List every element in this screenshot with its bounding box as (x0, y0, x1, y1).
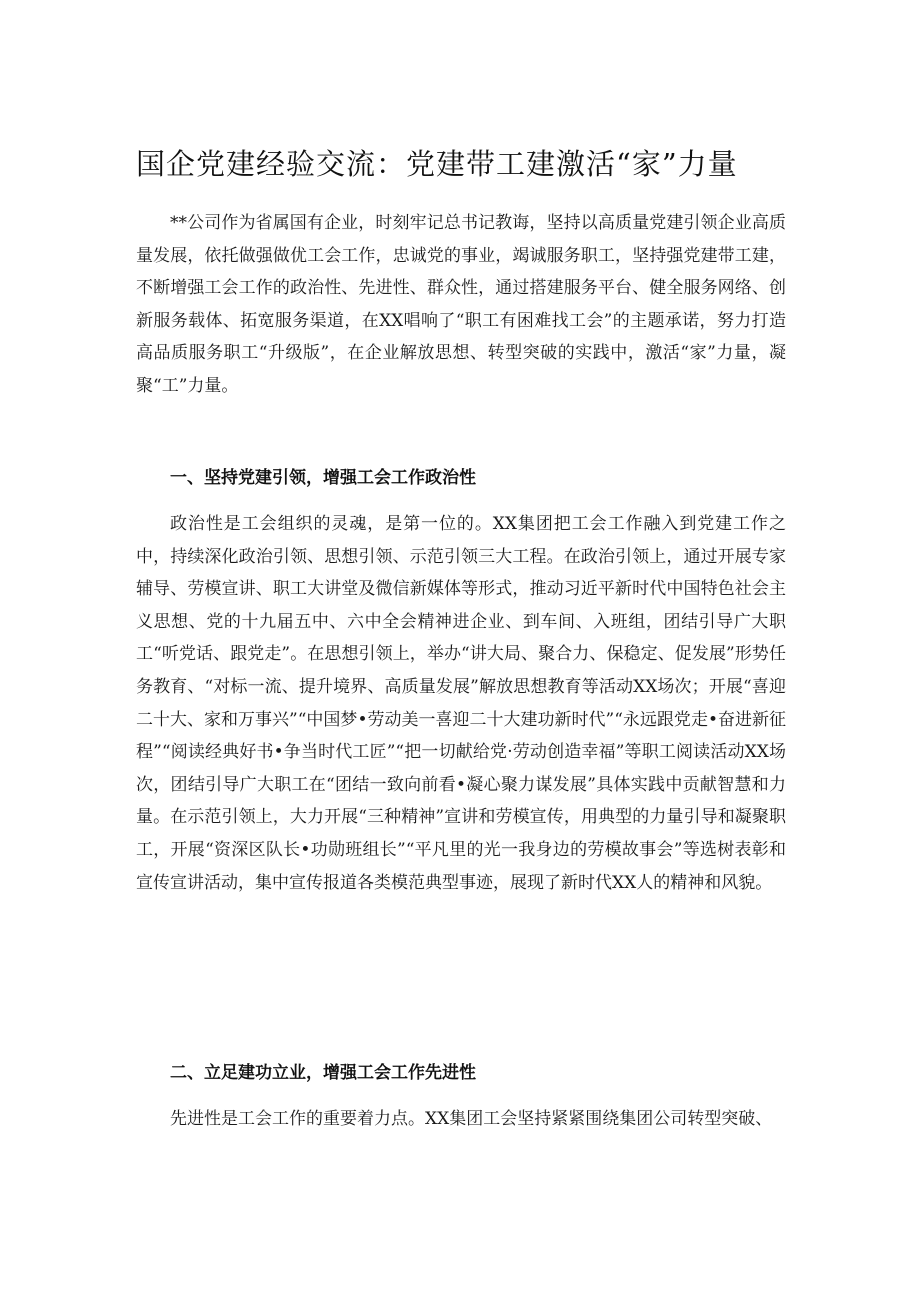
document-title: 国企党建经验交流：党建带工建激活“家”力量 (136, 147, 738, 181)
intro-paragraph: **公司作为省属国有企业，时刻牢记总书记教诲，坚持以高质量党建引领企业高质量发展，依托做强做优工会工作，忠诚党的事业，竭诚服务职工，坚持强党建带工建，不断增强工会工作的政治性、先进性、群众性，通过搭建服务平台、健全服务网络、创新服务载体、拓宽服务渠道，在XX唱响了“职工有困难找工会”的主题承诺，努力打造高品质服务职工“升级版”，在企业解放思想、转型突破的实践中，激活“家”力量，凝聚“工”力量。 (136, 213, 786, 396)
section-heading-1: 一、坚持党建引领，增强工会工作政治性 (170, 468, 476, 488)
section-body-1: 政治性是工会组织的灵魂，是第一位的。XX集团把工会工作融入到党建工作之中，持续深化政治引领、思想引领、示范引领三大工程。在政治引领上，通过开展专家辅导、劳模宣讲、职工大讲堂及微信新媒体等形式，推动习近平新时代中国特色社会主义思想、党的十九届五中、六中全会精神进企业、到车间、入班组，团结引导广大职工“听党话、跟党走”。在思想引领上，举办“讲大局、聚合力、保稳定、促发展”形势任务教育、“对标一流、提升境界、高质量发展”解放思想教育等活动XX场次；开展“喜迎二十大、家和万事兴”“中国梦•劳动美一喜迎二十大建功新时代”“永远跟党走•奋进新征程”“阅读经典好书•争当时代工匠”“把一切献给党·劳动创造幸福”等职工阅读活动XX场次，团结引导广大职工在“团结一致向前看•凝心聚力谋发展”具体实践中贡献智慧和力量。在示范引领上，大力开展“三种精神”宣讲和劳模宣传，用典型的力量引导和凝聚职工，开展“资深区队长•功勋班组长”“平凡里的光一我身边的劳模故事会”等选树表彰和宣传宣讲活动，集中宣传报道各类模范典型事迹，展现了新时代XX人的精神和风貌。 (136, 514, 786, 893)
section-heading-2: 二、立足建功立业，增强工会工作先进性 (170, 1063, 476, 1083)
section-body-2: 先进性是工会工作的重要着力点。XX集团工会坚持紧紧围绕集团公司转型突破、 (170, 1109, 773, 1129)
